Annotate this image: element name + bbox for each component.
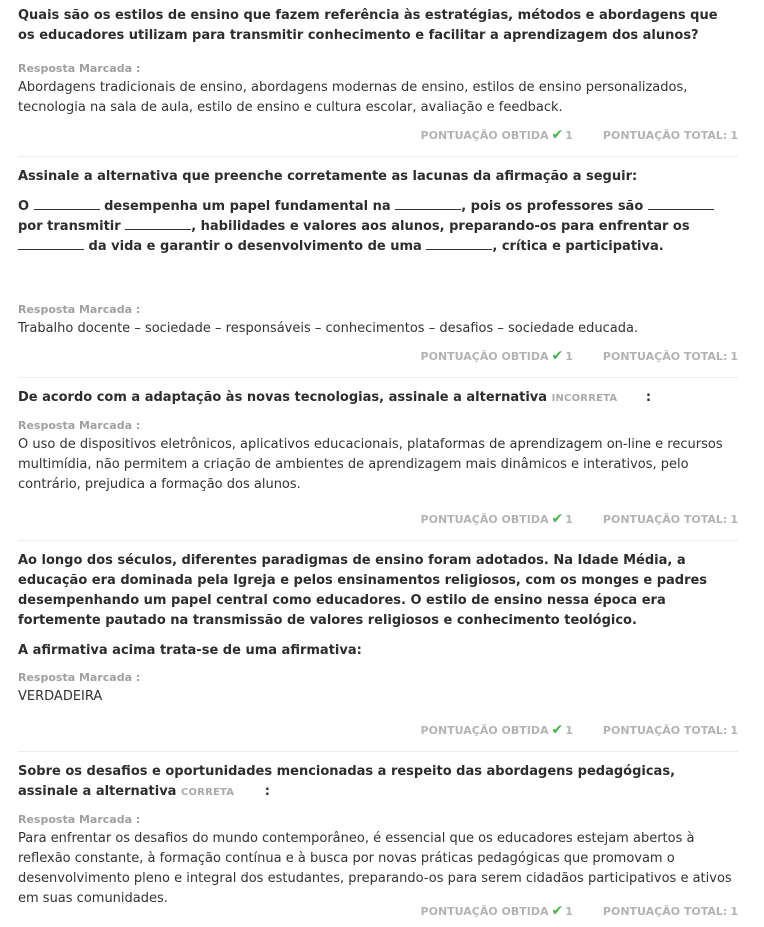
question-card [18,752,738,927]
score-total-label: PONTUAÇÃO TOTAL: [602,128,728,142]
score-total-value: 1 [730,349,738,363]
question-title: Sobre os desafios e oportunidades mencionadas a respeito das abordagens pedagógicas, assinale a alternativa CORRETA : [18,764,676,799]
question-card [18,541,738,752]
score-row [421,511,738,527]
score-obtained-label: PONTUAÇÃO OBTIDA [420,723,549,737]
check-icon: ✔ [551,722,564,738]
answer-text: Para enfrentar os desafios do mundo contemporâneo, é essencial que os educadores estejam abertos à reflexão constante, à formação contínua e à busca por novas práticas pedagógicas que promovam o desenvolvimento pleno e integral dos estudantes, preparando-os para serem cidadãos participativos e ativos em suas comunidades. [18,831,732,906]
score-total-label: PONTUAÇÃO TOTAL: [602,512,728,526]
score-obtained-value: 1 [565,349,573,363]
question-title: De acordo com a adaptação às novas tecnologias, assinale a alternativa INCORRETA : [18,390,652,405]
question-card [18,157,738,378]
answer-label: Resposta Marcada : [18,303,141,316]
score-obtained-label: PONTUAÇÃO OBTIDA [420,512,549,526]
score-row [421,722,738,738]
blank-line [648,197,714,210]
answer-text: Trabalho docente – sociedade – responsáveis – conhecimentos – desafios – sociedade educada. [18,321,639,336]
tag-incorreta: INCORRETA [551,393,618,404]
question-subtitle: A afirmativa acima trata-se de uma afirmativa: [18,643,362,658]
blank-line [426,237,492,250]
score-total-value: 1 [730,512,738,526]
blank-line [18,237,84,250]
check-icon: ✔ [551,511,564,527]
answer-text: O uso de dispositivos eletrônicos, aplicativos educacionais, plataformas de aprendizagem on-line e recursos multimídia, não permitem a criação de ambientes de aprendizagem mais dinâmicos e interativos, pelo contrário, prejudica a formação dos alunos. [18,437,723,492]
answer-label: Resposta Marcada : [18,62,141,75]
answer-text: VERDADEIRA [18,689,103,704]
blank-line [125,217,191,230]
score-obtained-value: 1 [565,904,573,918]
tag-correta: CORRETA [180,787,235,798]
blank-line [34,197,100,210]
question-card [18,378,738,541]
score-row [421,348,738,364]
question-statement: O desempenha um papel fundamental na , pois os professores são por transmitir , habilidades e valores aos alunos, preparando-os para enfrentar os da vida e garantir o desenvolvimento de uma , crítica e participativa. [18,197,738,257]
question-title: Ao longo dos séculos, diferentes paradigmas de ensino foram adotados. Na Idade Média, a educação era dominada pela Igreja e pelos ensinamentos religiosos, com os monges e padres desempenhando um papel central como educadores. O estilo de ensino nessa época era fortemente pautado na transmissão de valores religiosos e conhecimento teológico. [18,553,708,628]
answer-label: Resposta Marcada : [18,671,141,684]
score-total-value: 1 [730,904,738,918]
question-card [18,0,738,157]
score-row [421,903,738,919]
score-total-value: 1 [730,128,738,142]
score-obtained-label: PONTUAÇÃO OBTIDA [420,128,549,142]
answer-text: Abordagens tradicionais de ensino, abordagens modernas de ensino, estilos de ensino personalizados, tecnologia na sala de aula, estilo de ensino e cultura escolar, avaliação e feedback. [18,80,688,115]
question-title: Quais são os estilos de ensino que fazem referência às estratégias, métodos e abordagens que os educadores utilizam para transmitir conhecimento e facilitar a aprendizagem dos alunos? [18,8,718,43]
score-obtained-value: 1 [565,723,573,737]
answer-label: Resposta Marcada : [18,813,141,826]
score-row [421,127,738,143]
check-icon: ✔ [551,127,564,143]
blank-line [395,197,461,210]
score-total-label: PONTUAÇÃO TOTAL: [602,904,728,918]
score-obtained-value: 1 [565,512,573,526]
question-title: Assinale a alternativa que preenche corretamente as lacunas da afirmação a seguir: [18,169,638,184]
check-icon: ✔ [551,348,564,364]
score-total-value: 1 [730,723,738,737]
score-obtained-value: 1 [565,128,573,142]
check-icon: ✔ [551,903,564,919]
score-total-label: PONTUAÇÃO TOTAL: [602,349,728,363]
answer-label: Resposta Marcada : [18,419,141,432]
score-obtained-label: PONTUAÇÃO OBTIDA [420,904,549,918]
score-obtained-label: PONTUAÇÃO OBTIDA [420,349,549,363]
score-total-label: PONTUAÇÃO TOTAL: [602,723,728,737]
